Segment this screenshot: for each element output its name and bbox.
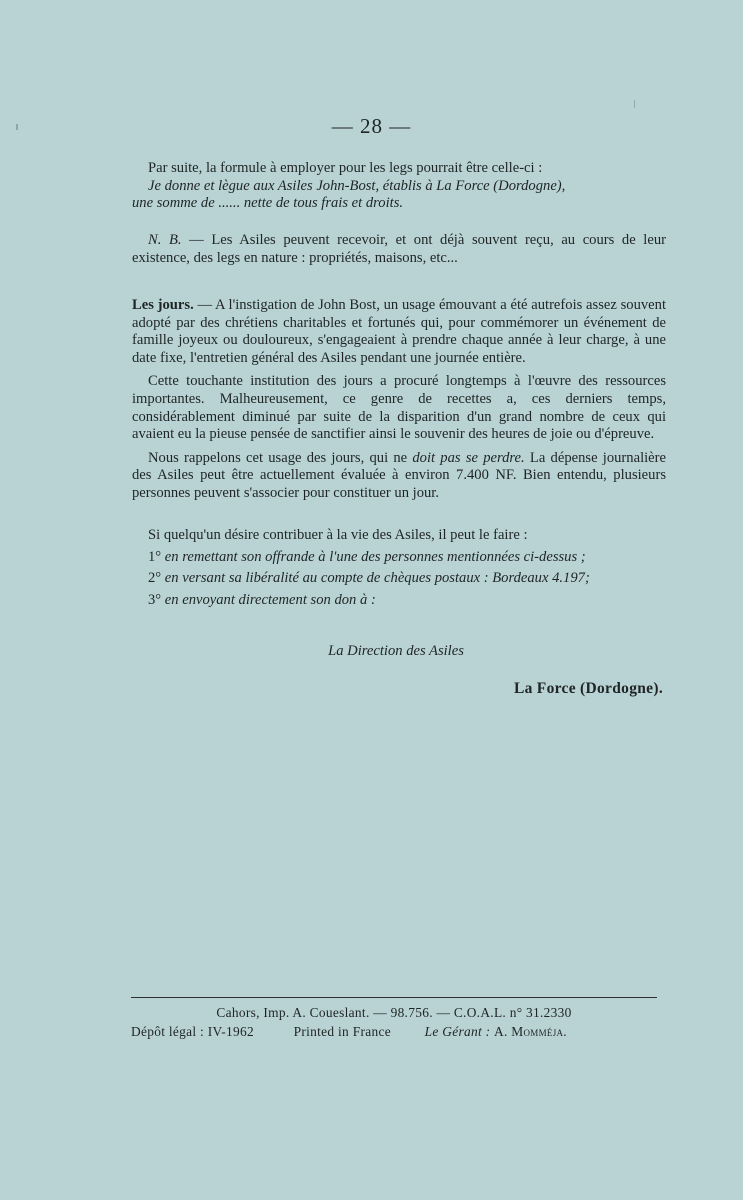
colophon-gerant: [425, 1023, 567, 1041]
jours-section: [132, 297, 666, 503]
contribute-item-1: [132, 549, 666, 567]
jours-heading: Les jours.: [132, 297, 194, 313]
legs-formula-line1: Je donne et lègue aux Asiles John-Bost, établis à La Force (Dordogne),: [148, 177, 566, 194]
note-label: N. B.: [148, 232, 182, 248]
footer-divider: [131, 997, 657, 998]
scan-speck: [634, 100, 635, 108]
contribute-item-text: en versant sa libéralité au compte de chèques postaux : Bordeaux 4.197;: [164, 570, 590, 587]
contribute-section: [132, 527, 666, 609]
colophon-printed: Printed in France: [293, 1024, 391, 1039]
note-text: — Les Asiles peuvent recevoir, et ont déjà souvent reçu, au cours de leur existence, des legs en nature : propriétés, maisons, etc...: [132, 232, 666, 266]
contribute-item-num: 1°: [148, 548, 162, 565]
contribute-intro: Si quelqu'un désire contribuer à la vie des Asiles, il peut le faire :: [148, 527, 528, 543]
legs-intro: Par suite, la formule à employer pour les legs pourrait être celle-ci :: [148, 160, 543, 176]
jours-paragraph-3: [132, 450, 666, 503]
colophon-legal-line: [131, 1023, 671, 1041]
jours-para3-italic: doit pas se perdre.: [412, 449, 525, 466]
contribute-item-3: [132, 592, 666, 610]
jours-para3-start: Nous rappelons cet usage des jours, qui ne: [148, 449, 413, 466]
jours-paragraph-1: [132, 297, 666, 367]
colophon-printer-line: Cahors, Imp. A. Coueslant. — 98.756. — C.O.A.L. n° 31.2330: [216, 1005, 572, 1020]
contribute-item-2: [132, 570, 666, 588]
signature-direction: La Direction des Asiles: [328, 643, 464, 659]
contribute-item-num: 2°: [148, 570, 162, 587]
contribute-item-num: 3°: [148, 591, 162, 608]
contribute-item-text: en remettant son offrande à l'une des personnes mentionnées ci-dessus ;: [164, 548, 586, 565]
jours-para3-end: La dépense journalière des Asiles peut être actuellement évaluée à environ 7.400 NF. Bien entendu, plusieurs personnes peuvent s'associer pour constituer un jour.: [132, 449, 666, 501]
contribute-item-text: en envoyant directement son don à :: [164, 591, 376, 608]
signature-place: La Force (Dordogne).: [513, 680, 663, 697]
legs-formula-line2: une somme de ...... nette de tous frais et droits.: [132, 195, 404, 212]
jours-paragraph-2: Cette touchante institution des jours a procuré longtemps à l'œuvre des ressources importantes. Malheureusement, ce genre de recettes a, ces derniers temps, considérablement diminué par suite de la disparition d'un grand nombre de ceux qui avaient eu la pieuse pensée de sanctifier ainsi le souvenir des heures de joie ou d'épreuve.: [132, 373, 666, 443]
jours-para1-text: — A l'instigation de John Bost, un usage émouvant a été autrefois assez souvent adopté par des chrétiens charitables et fortunés qui, pour commémorer un événement de famille joyeux ou douloureux, s'engageaient à prendre chaque année à leur charge, à une date fixe, l'entretien général des Asiles pendant une journée entière.: [132, 297, 666, 366]
note-section: [132, 232, 666, 267]
page-number: — 28 —: [331, 114, 412, 138]
colophon-gerant-name: A. Momméja.: [494, 1024, 567, 1039]
legs-section: [132, 160, 666, 213]
note-paragraph: [132, 232, 666, 267]
colophon-gerant-label: Le Gérant :: [424, 1024, 491, 1039]
colophon-depot: Dépôt légal : IV-1962: [131, 1024, 254, 1039]
scan-speck: [16, 124, 18, 130]
